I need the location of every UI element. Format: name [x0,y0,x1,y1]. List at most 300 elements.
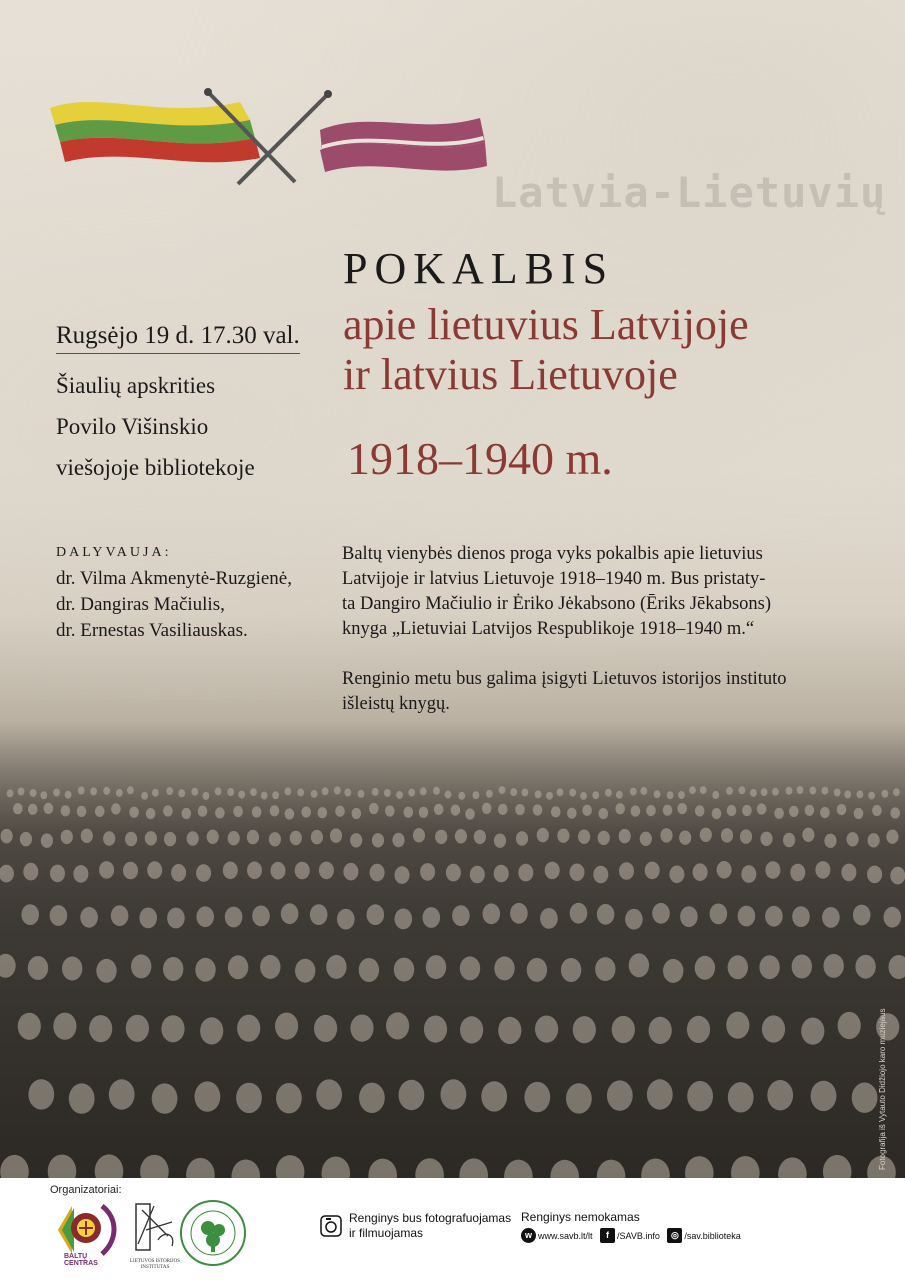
instagram-icon: ◎ [667,1228,682,1243]
crowd-head [385,805,395,816]
crowd-head [435,830,447,844]
crowd-head [396,791,403,799]
crowd-head [233,806,243,817]
crowd-head [557,829,569,843]
crowd-head [167,908,185,929]
crowd-head [772,788,779,796]
crowd-head [372,833,384,847]
crowd-head [252,906,270,927]
crowd-head [358,790,365,798]
crowd-head [759,955,779,979]
website-link[interactable] [521,1228,593,1243]
crowd-head [822,907,840,928]
crowd-head [569,789,576,797]
crowd-head [728,1082,754,1112]
crowd-head [316,1079,342,1109]
crowd-head [710,904,728,925]
participant-2: dr. Dangiras Mačiulis, [56,594,225,615]
crowd-head [527,958,547,982]
crowd-head [687,1016,710,1043]
crowd-head [322,787,329,795]
event-date-time: Rugsėjo 19 d. 17.30 val. [56,322,300,354]
crowd-head [570,864,585,882]
crowd-head [191,788,198,796]
crowd-head [820,807,830,818]
crowd-head [740,829,752,843]
crowd-head [215,807,225,818]
crowd-head [855,955,875,979]
crowd-head [607,1080,633,1110]
crowd-head [767,1080,793,1110]
crowd-head [163,805,173,816]
crowd-head [127,786,134,794]
crowd-head [30,789,37,797]
crowd-head [486,790,493,798]
crowd-head [145,831,157,845]
crowd-head [99,861,114,879]
crowd-head [41,833,53,847]
crowd-head [28,804,38,815]
crowd-head [765,861,780,879]
crowd-head [326,955,346,979]
crowd-head [712,791,719,799]
crowd-head [728,955,748,979]
crowd-head [196,864,211,882]
crowd-head [494,834,506,848]
free-event-text: Renginys nemokamas [521,1210,640,1224]
crowd-head [580,792,587,800]
description-paragraph-2: Renginio metu bus galima įsigyti Lietuvos istorijos instituto išleistų knygų. [342,669,787,714]
crowd-head [811,1081,837,1111]
crowd-head [726,1012,749,1039]
crowd-head [868,792,875,800]
crowd-head [726,787,733,795]
photo-notice-line-2: ir filmuojamas [349,1226,424,1240]
crowd-head [801,1018,824,1045]
facebook-link-text: /SAVB.info [617,1230,660,1241]
crowd-head [750,789,757,797]
crowd-head [592,791,599,799]
crowd-head [557,788,564,796]
crowd-head [166,787,173,795]
crowd-head [810,787,817,795]
crowd-head [727,805,737,816]
crowd-head [28,956,48,980]
crowd-head [203,792,210,800]
crowd-head [551,806,561,817]
crowd-head [649,1017,672,1044]
crowd-head [109,1079,135,1109]
crowd-head [844,791,851,799]
crowd-head [695,956,715,980]
crowd-head [285,808,295,819]
venue-line-1: Šiaulių apskrities [56,373,216,398]
crowd-head [330,828,342,842]
crowd-head [595,957,615,981]
historical-audience-photo [0,720,905,1178]
crowd-head [667,791,674,799]
globe-icon: w [521,1228,536,1243]
crowd-head [616,791,623,799]
crowd-head [384,789,391,797]
crowd-head [654,790,661,798]
baltu-centras-logo [52,1200,120,1268]
crowd-head [652,903,670,924]
siauliu-biblioteka-logo [178,1198,248,1268]
crowd-head [893,788,900,796]
crowd-head [482,803,492,814]
crowd-head [18,788,25,796]
crowd-head [198,806,208,817]
baltu-centras-text: BALTŲ CENTRAS [64,1253,98,1267]
crowd-head [518,864,533,882]
crowd-head [605,789,612,797]
crowd-head [311,830,323,844]
crowd-head [498,1017,521,1044]
crowd-head [171,864,186,882]
crowd-head [23,863,38,881]
crowd-head [111,803,121,814]
participants-list [56,566,292,644]
crowd-head [62,957,82,981]
crowd-head [285,787,292,795]
crowd-head [413,828,425,842]
crowd-head [404,807,414,818]
footer [0,1178,905,1280]
social-links [521,1228,746,1243]
crowd-head [50,865,65,883]
crowd-head [261,792,268,800]
crowd-head [561,958,581,982]
crowd-head [424,1016,447,1043]
crowd-head [386,1012,409,1039]
crowd-head [271,862,286,880]
crowd-head [615,803,625,814]
crowd-head [783,833,795,847]
crowd-head [841,864,856,882]
crowd-head [310,904,328,925]
crowd-head [765,906,783,927]
crowd-head [695,805,705,816]
crowd-head [872,805,882,816]
crowd-head [792,906,810,927]
crossed-flags-icon [40,80,490,190]
crowd-head [53,1013,76,1040]
crowd-head [399,1080,425,1110]
crowd-head [834,789,841,797]
crowd-head [853,905,871,926]
crowd-head [640,787,647,795]
crowd-head [13,803,23,814]
crowd-head [567,808,577,819]
crowd-head [123,862,138,880]
crowd-head [460,956,480,980]
crowd-head [395,909,413,930]
crowd-head [372,788,379,796]
crowd-head [852,1083,878,1113]
crowd-head [593,866,608,884]
crowd-head [789,806,799,817]
crowd-head [111,905,129,926]
crowd-head [687,1081,713,1111]
crowd-head [408,789,415,797]
crowd-head [252,806,262,817]
crowd-head [786,787,793,795]
crowd-head [824,834,836,848]
venue-line-3: viešojoje bibliotekoje [56,455,255,480]
crowd-head [847,832,859,846]
crowd-head [537,828,549,842]
event-description [342,542,862,717]
crowd-head [433,787,440,795]
crowd-head [619,862,634,880]
crowd-head [269,832,281,846]
crowd-head [344,789,351,797]
crowd-head [797,786,804,794]
crowd-head [494,956,514,980]
crowd-head [546,792,553,800]
institute-emblem-icon [124,1200,184,1256]
event-title: POKALBIS [343,244,615,293]
crowd-head [680,906,698,927]
crowd-head [420,787,427,795]
crowd-head [890,867,905,885]
crowd-head [352,808,362,819]
venue-line-2: Povilo Višinskio [56,414,209,439]
crowd-head [40,791,47,799]
crowd-head [890,807,900,818]
crowd-head [545,862,560,880]
crowd-head [774,808,784,819]
crowd-head [50,905,68,926]
camera-icon [320,1215,342,1237]
crowd-head [334,787,341,795]
crowd-head [335,806,345,817]
crowd-head [535,790,542,798]
crowd-head [350,1015,373,1042]
crowd-head [178,789,185,797]
subtitle-line-1: apie lietuvius Latvijoje [343,300,749,349]
crowd-head [678,791,685,799]
crowd-head [295,959,315,983]
crowd-head [182,808,192,819]
organizers-label: Organizatoriai: [50,1184,122,1196]
crowd-head [103,831,115,845]
crowd-head [838,1012,861,1039]
crowd-head [647,1079,673,1109]
crowd-head [77,806,87,817]
event-venue [56,365,255,488]
crowd-head [187,831,199,845]
crowd-head [237,1015,260,1042]
crowd-head [886,830,898,844]
crowd-head [196,906,214,927]
crowd-head [395,866,410,884]
crowd-head [125,832,137,846]
crowd-head [53,789,60,797]
lietuvos-istorijos-institutas-logo [124,1200,184,1270]
crowd-head [295,862,310,880]
crowd-head [337,909,355,930]
crowd-head [369,803,379,814]
crowd-head [446,864,461,882]
crowd-head [367,904,385,925]
crowd-head [228,831,240,845]
crowd-head [18,1013,41,1040]
crowd-head [473,791,480,799]
crowd-head [693,863,708,881]
event-subtitle [343,300,883,400]
photo-notice-line-1: Renginys bus fotografuojamas [349,1211,512,1225]
crowd-head [69,1083,95,1113]
crowd-head [460,1016,483,1043]
crowd-head [152,1083,178,1113]
crowd-head [458,792,465,800]
crowd-head [207,830,219,844]
crowd-head [824,954,844,978]
crowd-head [28,1079,54,1109]
crowd-head [679,831,691,845]
crowd-head [276,1083,302,1113]
crowd-head [510,903,528,924]
crowd-head [465,808,475,819]
crowd-head [419,807,429,818]
crowd-head [815,861,830,879]
crowd-head [739,786,746,794]
crowd-head [129,807,139,818]
crowd-head [663,959,683,983]
crowd-head [434,804,444,815]
crowd-head [297,788,304,796]
crowd-head [854,808,864,819]
instagram-link[interactable] [667,1228,740,1243]
crowd-head [857,790,864,798]
crowd-head [474,830,486,844]
crowd-head [250,788,257,796]
crowd-head [247,862,262,880]
crowd-head [90,787,97,795]
crowd-head [645,862,660,880]
crowd-head [455,829,467,843]
crowd-head [700,828,712,842]
crowd-head [44,803,54,814]
crowd-head [712,808,722,819]
crowd-head [868,833,880,847]
crowd-head [238,791,245,799]
crowd-head [236,1083,262,1113]
crowd-head [139,908,157,929]
crowd-head [81,829,93,843]
crowd-head [65,791,72,799]
crowd-head [663,805,673,816]
crowd-head [359,1083,385,1113]
crowd-head [669,866,684,884]
crowd-head [867,866,882,884]
crowd-head [522,788,529,796]
crowd-head [619,829,631,843]
description-paragraph-1: Baltų vienybės dienos proga vyks pokalbis apie lietuvius Latvijoje ir latvius Lietuvoje 1918–1940 m. Bus pristaty- ta Dangiro Mačiulio ir Ėriko Jėkabsono (Ēriks Jēkabsons) knyga „Lietuviai Latvijos Respublikoje 1918–1940 m.“ [342,544,772,639]
crowd-head [646,805,656,816]
crowd-head [761,788,768,796]
crowd-head [612,1016,635,1043]
crowd-head [161,1015,184,1042]
crowd-head [318,807,328,818]
crowd-head [141,792,148,800]
crowd-head [498,804,508,815]
crowd-head [195,1081,221,1111]
crowd-head [516,831,528,845]
crowd-head [20,832,32,846]
crowd-head [598,831,610,845]
library-emblem-icon [178,1198,248,1268]
crowd-head [146,808,156,819]
event-years: 1918–1940 m. [347,433,613,484]
crowd-head [630,788,637,796]
institute-text: LIETUVOS ISTORIJOS INSTITUTAS [129,1259,181,1270]
facebook-link[interactable] [600,1228,660,1243]
participants-label: DALYVAUJA: [56,545,172,560]
crowd-head [370,864,385,882]
participant-1: dr. Vilma Akmenytė-Ruzgienė, [56,568,292,589]
crowd-head [200,1017,223,1044]
crowd-head [481,1081,507,1111]
crowd-head [319,862,334,880]
crowd-head [247,830,259,844]
crowd-head [524,1082,550,1112]
crowd-head [597,904,615,925]
crowd-head [78,787,85,795]
crowd-head [164,832,176,846]
crowd-head [359,958,379,982]
crowd-head [660,828,672,842]
subtitle-line-2: ir latvius Lietuvoje [343,350,678,399]
crowd-head [629,953,649,977]
crowd-head [195,958,215,982]
crowd-head [215,787,222,795]
crowd-head [89,1015,112,1042]
crowd-head [515,804,525,815]
background-stamp-text: Latvia-Lietuvių [492,168,887,217]
crowd-head [578,830,590,844]
crowd-head [570,903,588,924]
crowd-head [805,805,815,816]
crowd-head [760,832,772,846]
crowd-head [228,955,248,979]
crowd-head [540,908,558,929]
crowd-head [1,829,13,843]
crowd-head [73,865,88,883]
crowd-head [223,862,238,880]
crowd-head [126,1015,149,1042]
crowd-head [392,833,404,847]
crowd-head [700,786,707,794]
crowd-head [420,863,435,881]
crowd-head [131,954,151,978]
crowd-head [61,805,71,816]
crowd-head [762,1015,785,1042]
crowd-head [394,958,414,982]
crowd-head [445,791,452,799]
crowd-head [21,904,39,925]
crowd-head [281,903,299,924]
crowd-head [441,1079,467,1109]
crowd-head [152,789,159,797]
crowd-head [837,804,847,815]
crowd-head [741,865,756,883]
participant-3: dr. Ernestas Vasiliauskas. [56,620,248,641]
crowd-head [301,807,311,818]
crowd-head [510,788,517,796]
